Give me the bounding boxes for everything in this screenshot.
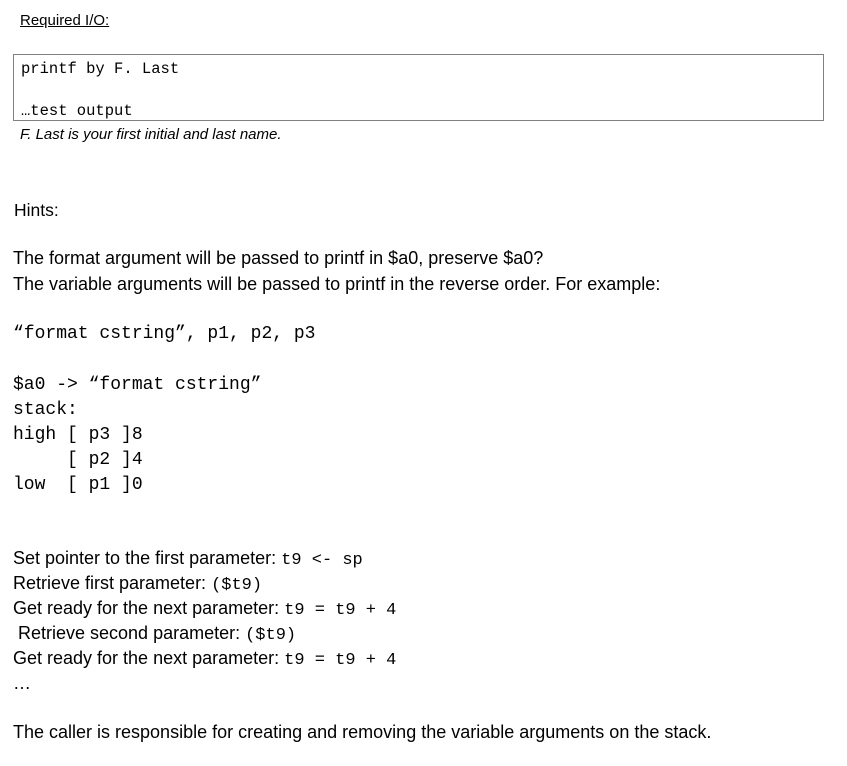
step-retrieve-second [18, 623, 296, 645]
step-set-pointer [13, 548, 363, 570]
step-code: t9 <- sp [281, 551, 363, 570]
step-text: Retrieve second parameter: [18, 623, 246, 643]
name-note: F. Last is your first initial and last name. [20, 126, 282, 143]
step-text: Get ready for the next parameter: [13, 648, 285, 668]
step-next-parameter-2 [13, 648, 396, 670]
step-retrieve-first [13, 573, 262, 595]
stack-entry-low: low [ p1 ]0 [13, 475, 143, 495]
ellipsis: … [13, 673, 31, 693]
hints-title: Hints: [14, 200, 59, 220]
stack-entry-high: high [ p3 ]8 [13, 425, 143, 445]
step-next-parameter [13, 598, 396, 620]
step-text: Get ready for the next parameter: [13, 598, 285, 618]
step-text: Retrieve first parameter: [13, 573, 212, 593]
output-line-2: …test output [21, 102, 133, 120]
step-code: t9 = t9 + 4 [284, 651, 397, 670]
step-code: ($t9) [245, 626, 297, 645]
required-io-heading: Required I/O: [20, 12, 110, 29]
hint-format-argument: The format argument will be passed to printf in $a0, preserve $a0? [13, 248, 544, 268]
example-call: “format cstring”, p1, p2, p3 [13, 324, 316, 344]
step-code: ($t9) [211, 576, 263, 595]
example-stack-label: stack: [13, 400, 78, 420]
stack-entry-mid: [ p2 ]4 [13, 450, 143, 470]
output-line-1: printf by F. Last [21, 60, 180, 78]
hint-variable-arguments: The variable arguments will be passed to printf in the reverse order. For example: [13, 274, 661, 294]
step-code: t9 = t9 + 4 [284, 601, 397, 620]
footer-note: The caller is responsible for creating and removing the variable arguments on the stack. [13, 722, 712, 742]
step-text: Set pointer to the first parameter: [13, 548, 282, 568]
example-a0: $a0 -> “format cstring” [13, 375, 262, 395]
